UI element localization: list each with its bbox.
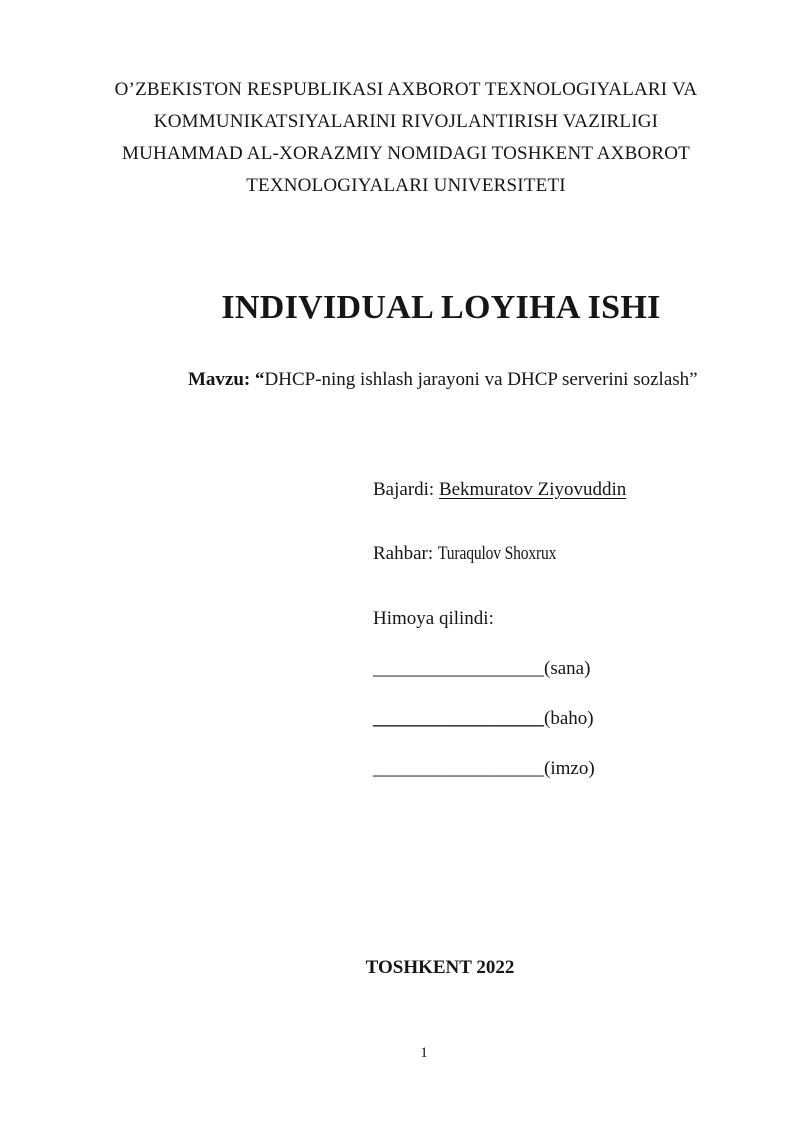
signature-label-grade: (baho) — [544, 708, 594, 729]
header-line-4: TEXNOLOGIYALARI UNIVERSITETI — [246, 175, 566, 196]
topic-label: Mavzu: “ — [188, 369, 265, 390]
signature-line-grade — [373, 708, 594, 730]
header-line-1: O’ZBEKISTON RESPUBLIKASI AXBOROT TEXNOLOGIYALARI VA — [114, 79, 698, 100]
signature-label-sign: (imzo) — [544, 758, 595, 779]
performed-by-line — [373, 479, 626, 501]
signature-line-sign — [373, 758, 595, 780]
signature-line-date — [373, 658, 590, 680]
header-line-2: KOMMUNIKATSIYALARINI RIVOJLANTIRISH VAZIRLIGI — [153, 111, 659, 132]
performed-by-label: Bajardi: — [373, 479, 439, 500]
signature-label-date: (sana) — [544, 658, 591, 679]
topic-line — [188, 369, 698, 391]
supervisor-label: Rahbar: — [373, 543, 438, 564]
signature-blank-grade: __________________ — [373, 708, 544, 729]
supervisor-line — [373, 543, 582, 565]
defended-label: Himoya qilindi: — [373, 608, 494, 629]
city-year: TOSHKENT 2022 — [365, 957, 515, 978]
signature-blank-sign: __________________ — [373, 758, 544, 779]
page-number: 1 — [420, 1045, 428, 1061]
document-title: INDIVIDUAL LOYIHA ISHI — [221, 289, 661, 326]
header-line-3: MUHAMMAD AL-XORAZMIY NOMIDAGI TOSHKENT AXBOROT — [122, 143, 690, 164]
supervisor-name: Turaqulov Shoxrux — [437, 543, 557, 564]
topic-text: DHCP-ning ishlash jarayoni va DHCP serverini sozlash — [264, 369, 690, 390]
topic-closing-quote: ” — [689, 369, 698, 390]
performed-by-name: Bekmuratov Ziyovuddin — [438, 479, 627, 500]
signature-blank-date: __________________ — [373, 658, 544, 679]
ministry-header — [0, 74, 800, 202]
